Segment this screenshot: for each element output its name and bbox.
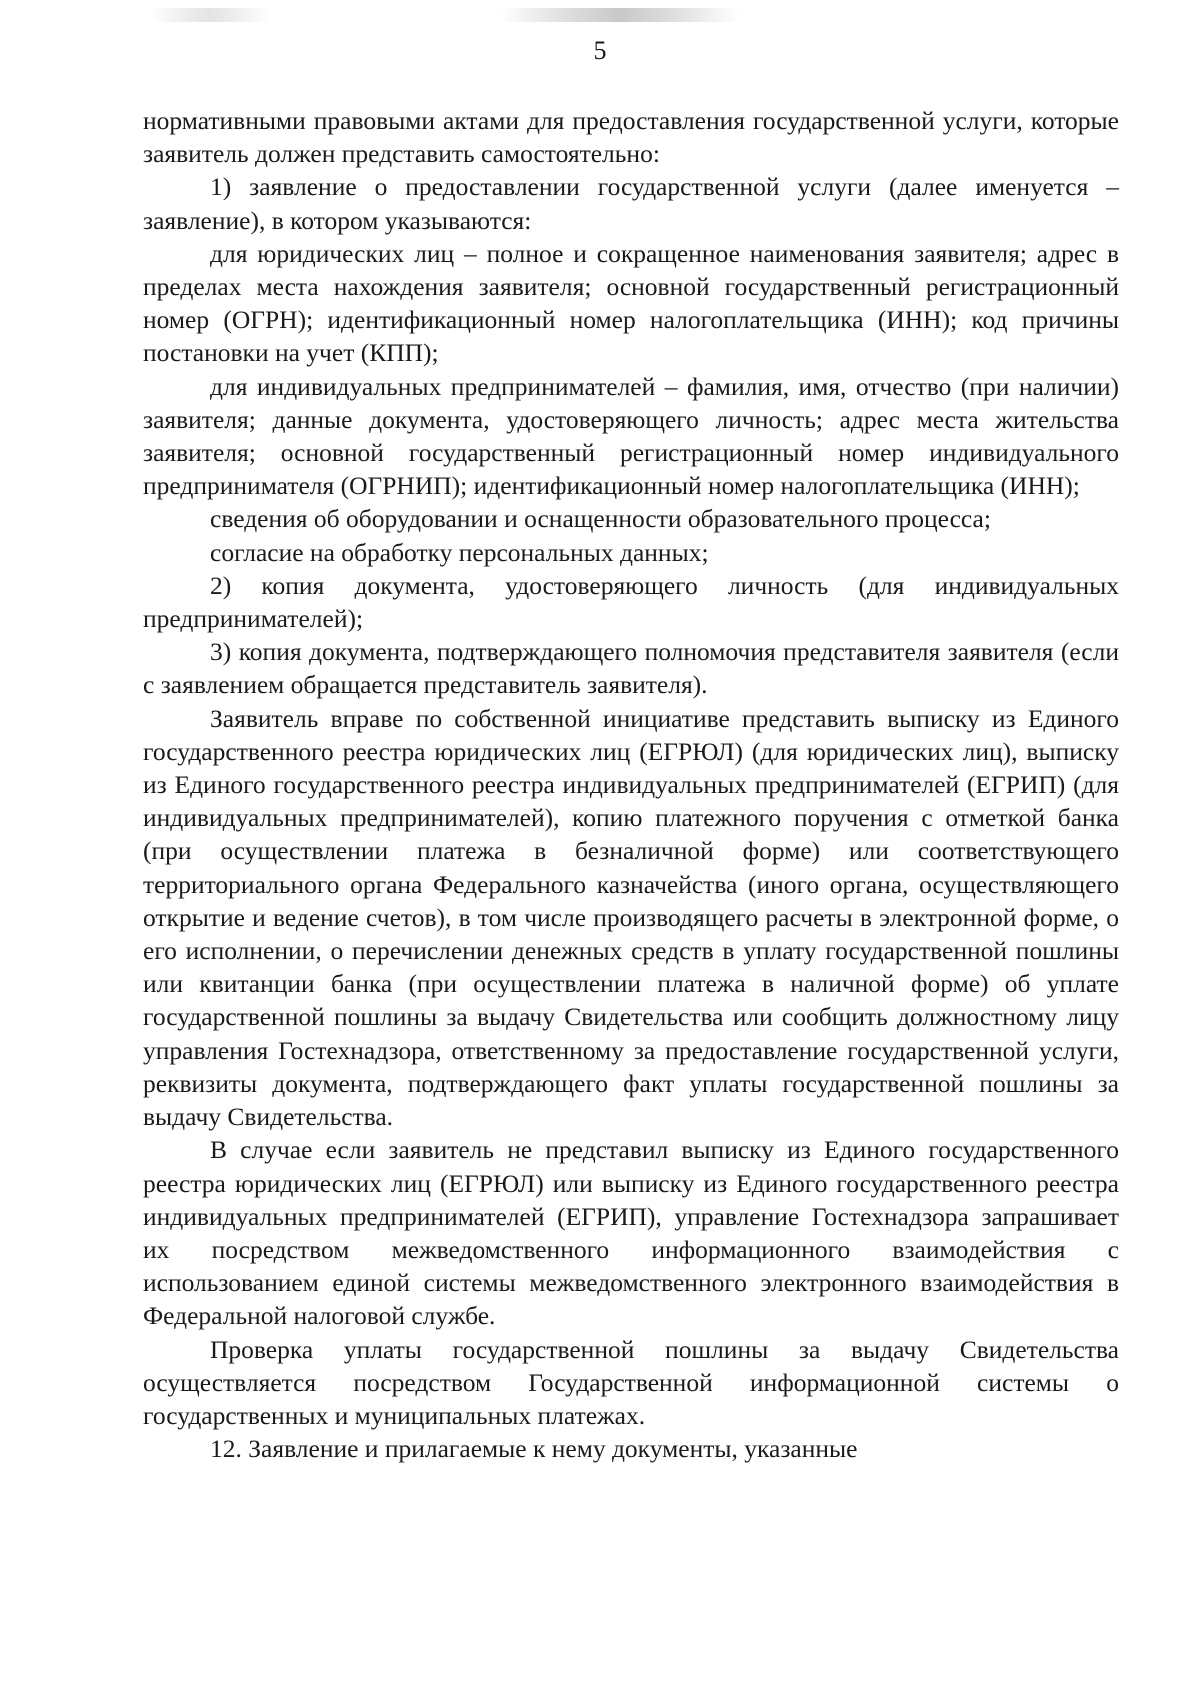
paragraph: 12. Заявление и прилагаемые к нему документы, указанные [210,1434,858,1464]
paragraph: для юридических лиц – полное и сокращенное наименования заявителя; адрес в пределах места нахождения заявителя; основной государственный регистрационный номер (ОГРН); идентификационный номер налогоплательщика (ИНН); код причины постановки на учет (КПП); [143,238,1119,368]
page-number: 5 [593,36,607,65]
paragraph: 3) копия документа, подтверждающего полномочия представителя заявителя (если с заявлением обращается представитель заявителя). [143,637,1119,700]
paragraph: 1) заявление о предоставлении государственной услуги (далее именуется – заявление), в котором указываются: [143,172,1119,235]
document-body [143,104,1119,1465]
paragraph: Проверка уплаты государственной пошлины за выдачу Свидетельства осуществляется посредством Государственной информационной системы о государственных и муниципальных платежах. [143,1334,1119,1430]
scan-artifact [500,8,740,22]
paragraph: сведения об оборудовании и оснащенности образовательного процесса; [210,504,991,534]
paragraph: 2) копия документа, удостоверяющего личность (для индивидуальных предпринимателей); [143,570,1119,634]
paragraph: нормативными правовыми актами для предоставления государственной услуги, которые заявитель должен представить самостоятельно: [143,106,1119,169]
paragraph: согласие на обработку персональных данных; [210,537,709,567]
scan-artifact [150,8,270,22]
paragraph: В случае если заявитель не представил выписку из Единого государственного реестра юридических лиц (ЕГРЮЛ) или выписку из Единого государственного реестра индивидуальных предпринимателей (ЕГРИП), управление Гостехнадзора запрашивает их посредством межведомственного информационного взаимодействия с использованием единой системы межведомственного электронного взаимодействия в Федеральной налоговой службе. [143,1135,1119,1331]
paragraph: для индивидуальных предпринимателей – фамилия, имя, отчество (при наличии) заявителя; данные документа, удостоверяющего личность; адрес места жительства заявителя; основной государственный регистрационный номер индивидуального предпринимателя (ОГРНИП); идентификационный номер налогоплательщика (ИНН); [143,371,1119,501]
paragraph: Заявитель вправе по собственной инициативе представить выписку из Единого государственного реестра юридических лиц (ЕГРЮЛ) (для юридических лиц), выписку из Единого государственного реестра индивидуальных предпринимателей (ЕГРИП) (для индивидуальных предпринимателей), копию платежного поручения с отметкой банка (при осуществлении платежа в безналичной форме) или соответствующего территориального органа Федерального казначейства (иного органа, осуществляющего открытие и ведение счетов), в том числе производящего расчеты в электронной форме, о его исполнении, о перечислении денежных средств в уплату государственной пошлины или квитанции банка (при осуществлении платежа в наличной форме) об уплате государственной пошлины за выдачу Свидетельства или сообщить должностному лицу управления Гостехнадзора, ответственному за предоставление государственной услуги, реквизиты документа, подтверждающего факт уплаты государственной пошлины за выдачу Свидетельства. [143,703,1119,1132]
